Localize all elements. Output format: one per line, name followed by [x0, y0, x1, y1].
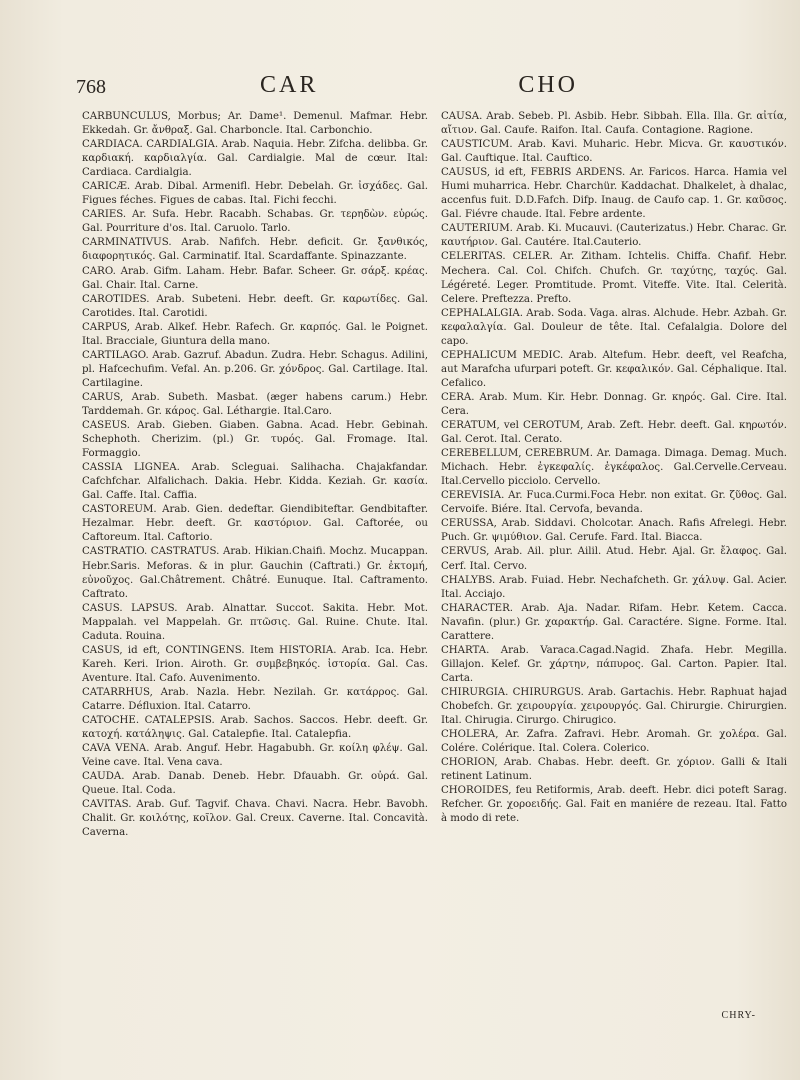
dictionary-entry: CARO. Arab. Gifm. Laham. Hebr. Bafar. Scheer. Gr. σάρξ. κρέας. Gal. Chair. Ital. Carne.: [82, 265, 428, 291]
dictionary-entry: CARBUNCULUS, Morbus; Ar. Dame¹. Demenul. Mafmar. Hebr. Ekkedah. Gr. ἄνθραξ. Gal. Charboncle. Ital. Carbonchio.: [82, 111, 428, 137]
dictionary-entry: CEPHALALGIA. Arab. Soda. Vaga. alras. Alchude. Hebr. Azbah. Gr. κεφαλαλγία. Gal. Douleur de tête. Ital. Cefalalgia. Dolore del capo.: [441, 307, 787, 347]
right-column: [441, 110, 787, 826]
dictionary-entry: CAVA VENA. Arab. Anguf. Hebr. Hagabubh. Gr. κοίλη φλέψ. Gal. Veine cave. Ital. Vena cava.: [82, 743, 428, 769]
dictionary-entry: CEREVISIA. Ar. Fuca.Curmi.Foca Hebr. non exitat. Gr. ζῦθος. Gal. Cervoife. Biére. Ital. Cervofa, bevanda.: [441, 490, 787, 516]
dictionary-entry: CERUSSA, Arab. Siddavi. Cholcotar. Anach. Rafis Afrelegi. Hebr. Puch. Gr. ψιμύθιον. Gal. Cerufe. Fard. Ital. Biacca.: [441, 518, 787, 544]
dictionary-entry: CASUS. LAPSUS. Arab. Alnattar. Succot. Sakita. Hebr. Mot. Mappalah. vel Mappelah. Gr. πτῶσις. Gal. Ruine. Chute. Ital. Caduta. Rouina.: [82, 602, 428, 642]
dictionary-entry: CASTRATIO. CASTRATUS. Arab. Hikian.Chaifi. Mochz. Mucappan. Hebr.Saris. Meforas. & in plur. Gauchin (Caftrati.) Gr. ἐκτομή, εὐνοῦχος. Gal.Châtrement. Châtré. Eunuque. Ital. Caftramento. Caftrato.: [82, 546, 428, 600]
dictionary-entry: CATARRHUS, Arab. Nazla. Hebr. Nezilah. Gr. κατάρρος. Gal. Catarre. Défluxion. Ital. Catarro.: [82, 686, 428, 712]
dictionary-entry: CAUTERIUM. Arab. Ki. Mucauvi. (Cauterizatus.) Hebr. Charac. Gr. καυτήριον. Gal. Cautére. Ital.Cauterio.: [441, 223, 787, 249]
catchword: CHRY-: [721, 1010, 756, 1021]
dictionary-entry: CERA. Arab. Mum. Kir. Hebr. Donnag. Gr. κηρός. Gal. Cire. Ital. Cera.: [441, 391, 787, 417]
left-column: [82, 110, 428, 840]
dictionary-entry: CARMINATIVUS. Arab. Nafifch. Hebr. deficit. Gr. ξανθικός, διαφορητικός. Gal. Carminatif. Ital. Scardaffante. Spinazzante.: [82, 237, 428, 263]
dictionary-entry: CELERITAS. CELER. Ar. Zitham. Ichtelis. Chiffa. Chafif. Hebr. Mechera. Cal. Col. Chifch. Chufch. Gr. ταχύτης, ταχύς. Gal. Légéreté. Leger. Promtitude. Promt. Viteffe. Vite. Ital. Celerità. Celere. Preftezza. Prefto.: [441, 251, 787, 305]
page-header: [76, 70, 756, 102]
dictionary-entry: CARPUS, Arab. Alkef. Hebr. Rafech. Gr. καρπός. Gal. le Poignet. Ital. Bracciale, Giuntura della mano.: [82, 321, 428, 347]
dictionary-entry: CARDIACA. CARDIALGIA. Arab. Naquia. Hebr. Zifcha. delibba. Gr. καρδιακή. καρδιαλγία. Gal. Cardialgie. Mal de cœur. Ital: Cardiaca. Cardialgia.: [82, 139, 428, 179]
dictionary-entry: CASEUS. Arab. Gieben. Giaben. Gabna. Acad. Hebr. Gebinah. Schephoth. Cherizim. (pl.) Gr. τυρός. Gal. Fromage. Ital. Formaggio.: [82, 420, 428, 460]
dictionary-entry: CEREBELLUM, CEREBRUM. Ar. Damaga. Dimaga. Demag. Much. Michach. Hebr. ἐγκεφαλίς. ἐγκέφαλος. Gal.Cervelle.Cerveau. Ital.Cervello picciolo. Cervello.: [441, 448, 787, 488]
running-head-right: CHO: [518, 72, 578, 98]
dictionary-entry: CARIES. Ar. Sufa. Hebr. Racabh. Schabas. Gr. τερηδὼν. εὐρώς. Gal. Pourriture d'os. Ital. Caruolo. Tarlo.: [82, 209, 428, 235]
dictionary-entry: CAUSA. Arab. Sebeb. Pl. Asbib. Hebr. Sibbah. Ella. Illa. Gr. αἰτία, αἴτιον. Gal. Caufe. Raifon. Ital. Caufa. Contagione. Ragione.: [441, 111, 787, 137]
dictionary-entry: CERVUS, Arab. Ail. plur. Ailil. Atud. Hebr. Ajal. Gr. ἔλαφος. Gal. Cerf. Ital. Cervo.: [441, 546, 787, 572]
dictionary-entry: CERATUM, vel CEROTUM, Arab. Zeft. Hebr. deeft. Gal. κηρωτόν. Gal. Cerot. Ital. Cerato.: [441, 420, 787, 446]
dictionary-entry: CHARTA. Arab. Varaca.Cagad.Nagid. Zhafa. Hebr. Megilla. Gillajon. Kelef. Gr. χάρτην, πάπυρος. Gal. Carton. Papier. Ital. Carta.: [441, 644, 787, 684]
dictionary-entry: CATOCHE. CATALEPSIS. Arab. Sachos. Saccos. Hebr. deeft. Gr. κατοχή. κατάληψις. Gal. Catalepfie. Ital. Catalepfia.: [82, 715, 428, 741]
dictionary-entry: CHARACTER. Arab. Aja. Nadar. Rifam. Hebr. Ketem. Cacca. Navafin. (plur.) Gr. χαρακτήρ. Gal. Caractére. Signe. Forme. Ital. Carattere.: [441, 602, 787, 642]
dictionary-entry: CARUS, Arab. Subeth. Masbat. (æger habens carum.) Hebr. Tarddemah. Gr. κάρος. Gal. Léthargie. Ital.Caro.: [82, 391, 428, 417]
dictionary-entry: CAUSUS, id eft, FEBRIS ARDENS. Ar. Faricos. Harca. Hamia vel Humi muharrica. Hebr. Charchür. Kaddachat. Dhalkelet, à dhalac, accenfus fuit. D.D.Fafch. Difp. Inaug. de Caufo cap. 1. Gr. καῦσος. Gal. Fiévre chaude. Ital. Febre ardente.: [441, 167, 787, 221]
dictionary-entry: CEPHALICUM MEDIC. Arab. Altefum. Hebr. deeft, vel Reafcha, aut Marafcha ufurpari poteft. Gr. κεφαλικόν. Gal. Céphalique. Ital. Cefalico.: [441, 349, 787, 389]
dictionary-entry: CAUSTICUM. Arab. Kavi. Muharic. Hebr. Micva. Gr. καυστικόν. Gal. Cauftique. Ital. Cauftico.: [441, 139, 787, 165]
dictionary-entry: CAROTIDES. Arab. Subeteni. Hebr. deeft. Gr. καρωτίδες. Gal. Carotides. Ital. Carotidi.: [82, 293, 428, 319]
dictionary-entry: CAVITAS. Arab. Guf. Tagvif. Chava. Chavi. Nacra. Hebr. Bavobh. Chalit. Gr. κοιλότης, κοῖλον. Gal. Creux. Caverne. Ital. Concavità. Caverna.: [82, 799, 428, 839]
dictionary-entry: CASSIA LIGNEA. Arab. Scleguai. Salihacha. Chajakfandar. Cafchfchar. Alfalichach. Dakia. Hebr. Kidda. Keziah. Gr. κασία. Gal. Caffe. Ital. Caffia.: [82, 462, 428, 502]
dictionary-entry: CHORION, Arab. Chabas. Hebr. deeft. Gr. χόριον. Galli & Itali retinent Latinum.: [441, 757, 787, 783]
dictionary-entry: CASTOREUM. Arab. Gien. dedeftar. Giendibiteftar. Gendbitafter. Hezalmar. Hebr. deeft. Gr. καστόριον. Gal. Caftorée, ou Caftoreum. Ital. Caftorio.: [82, 504, 428, 544]
dictionary-entry: CAUDA. Arab. Danab. Deneb. Hebr. Dfauabh. Gr. οὐρά. Gal. Queue. Ital. Coda.: [82, 771, 428, 797]
running-head-left: CAR: [260, 72, 319, 98]
page-number: 768: [76, 76, 106, 98]
dictionary-entry: CHALYBS. Arab. Fuiad. Hebr. Nechafcheth. Gr. χάλυψ. Gal. Acier. Ital. Acciajo.: [441, 574, 787, 600]
dictionary-entry: CARTILAGO. Arab. Gazruf. Abadun. Zudra. Hebr. Schagus. Adilini, pl. Hafcechufim. Vefal. An. p.206. Gr. χόνδρος. Gal. Cartilage. Ital. Cartilagine.: [82, 349, 428, 389]
dictionary-entry: CHOROIDES, feu Retiformis, Arab. deeft. Hebr. dici poteft Sarag. Refcher. Gr. χοροειδής. Gal. Fait en maniére de rezeau. Ital. Fatto à modo di rete.: [441, 785, 787, 825]
dictionary-entry: CASUS, id eft, CONTINGENS. Item HISTORIA. Arab. Ica. Hebr. Kareh. Keri. Irion. Airoth. Gr. συμβεβηκός. ἱστορία. Gal. Cas. Aventure. Ital. Cafo. Auvenimento.: [82, 644, 428, 684]
dictionary-entry: CHOLERA, Ar. Zafra. Zafravi. Hebr. Aromah. Gr. χολέρα. Gal. Colére. Colérique. Ital. Colera. Colerico.: [441, 729, 787, 755]
dictionary-entry: CHIRURGIA. CHIRURGUS. Arab. Gartachis. Hebr. Raphuat hajad Chobefch. Gr. χειρουργία. χειρουργός. Gal. Chirurgie. Chirurgien. Ital. Chirugia. Cirurgo. Chirugico.: [441, 686, 787, 727]
dictionary-entry: CARICÆ. Arab. Dibal. Armenifl. Hebr. Debelah. Gr. ἰσχάδες. Gal. Figues féches. Figues de cabas. Ital. Fichi fecchi.: [82, 181, 428, 207]
